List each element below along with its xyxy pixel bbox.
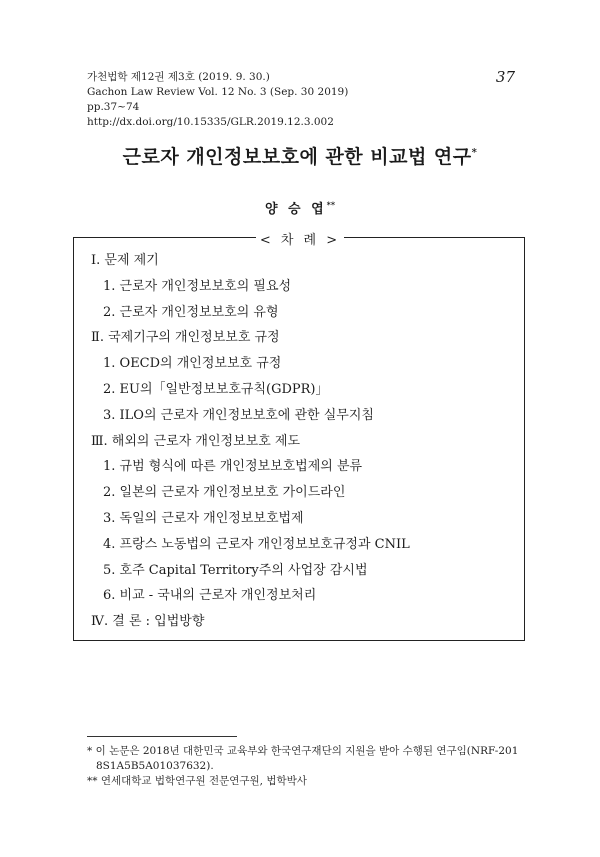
toc-heading-text: < 차 례 > <box>256 233 344 248</box>
footnote-author: ** 연세대학교 법학연구원 전문연구원, 법학박사 <box>87 775 307 787</box>
footnote-funding: * 이 논문은 2018년 대한민국 교육부와 한국연구재단의 지원을 받아 수행된 연구임(NRF-201 <box>87 745 519 757</box>
toc-subsection-2-1: 1. OECD의 개인정보보호 규정 <box>103 356 282 372</box>
toc-list <box>91 248 410 635</box>
footnote-divider <box>87 736 237 737</box>
doi-link[interactable]: http://dx.doi.org/10.15335/GLR.2019.12.3.002 <box>87 116 334 128</box>
toc-section-1: Ⅰ. 문제 제기 <box>91 253 159 268</box>
author-footnote-mark: ** <box>326 199 336 210</box>
toc-subsection-2-2: 2. EU의「일반정보보호규칙(GDPR)」 <box>103 381 329 397</box>
page-range: pp.37~74 <box>87 101 140 113</box>
footnote-funding-cont: 8S1A5B5A01037632). <box>96 760 214 772</box>
footnotes <box>87 744 527 789</box>
journal-volume-english: Gachon Law Review Vol. 12 No. 3 (Sep. 30 2019) <box>87 86 349 98</box>
toc-subsection-3-4: 4. 프랑스 노동법의 근로자 개인정보보호규정과 CNIL <box>103 536 410 552</box>
journal-header <box>87 70 348 130</box>
toc-section-2: Ⅱ. 국제기구의 개인정보보호 규정 <box>91 330 280 346</box>
toc-subsection-1-1: 1. 근로자 개인정보보호의 필요성 <box>103 278 292 294</box>
paper-title <box>0 142 600 169</box>
toc-subsection-3-6: 6. 비교 - 국내의 근로자 개인정보처리 <box>103 588 317 604</box>
toc-subsection-3-5: 5. 호주 Capital Territory주의 사업장 감시법 <box>103 562 368 578</box>
toc-heading <box>0 229 600 248</box>
toc-section-3: Ⅲ. 해외의 근로자 개인정보보호 제도 <box>91 433 301 449</box>
toc-section-4: Ⅳ. 결 론 : 입법방향 <box>91 614 205 630</box>
author-name <box>0 198 600 217</box>
author-name-text: 양 승 엽 <box>264 202 327 217</box>
paper-title-text: 근로자 개인정보보호에 관한 비교법 연구 <box>122 146 472 168</box>
toc-subsection-3-2: 2. 일본의 근로자 개인정보보호 가이드라인 <box>103 485 346 501</box>
toc-subsection-2-3: 3. ILO의 근로자 개인정보보호에 관한 실무지침 <box>103 407 374 423</box>
toc-subsection-3-3: 3. 독일의 근로자 개인정보보호법제 <box>103 510 304 526</box>
journal-volume-korean: 가천법학 제12권 제3호 (2019. 9. 30.) <box>87 71 270 83</box>
title-footnote-mark: * <box>471 147 478 159</box>
toc-subsection-3-1: 1. 규범 형식에 따른 개인정보보호법제의 분류 <box>103 459 363 475</box>
toc-subsection-1-2: 2. 근로자 개인정보보호의 유형 <box>103 304 279 320</box>
page-number: 37 <box>495 68 515 86</box>
